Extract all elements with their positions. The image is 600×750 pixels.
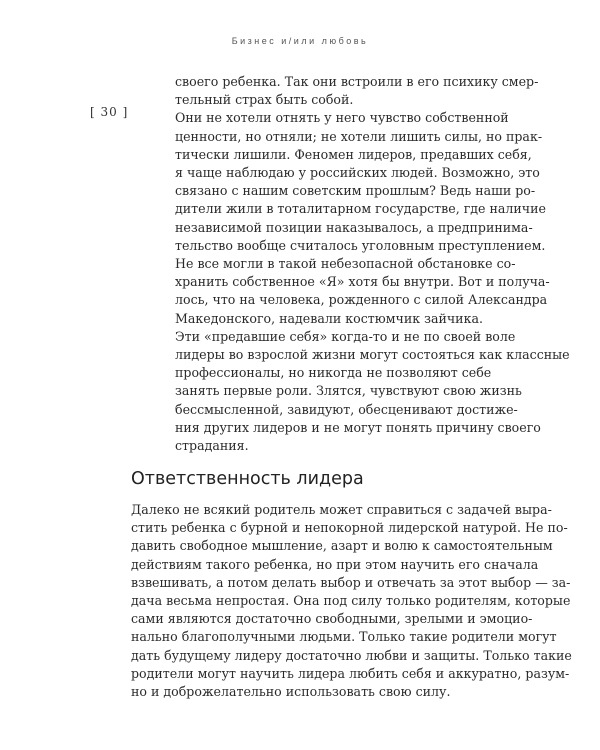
- section-heading: Ответственность лидера: [131, 468, 364, 489]
- running-head: Бизнес и/или любовь: [231, 36, 369, 46]
- body-text-section: [131, 501, 572, 701]
- text-line: дача весьма непростая. Она под силу только родителям, которые: [131, 593, 571, 609]
- text-line: независимой позиции наказывалось, а предпринима-: [175, 219, 533, 235]
- text-line: Они не хотели отнять у него чувство собственной: [175, 110, 509, 126]
- text-line: стить ребенка с бурной и непокорной лидерской натурой. Не по-: [131, 520, 568, 536]
- text-line: но и доброжелательно использовать свою силу.: [131, 684, 451, 700]
- text-line: лидеры во взрослой жизни могут состояться как классные: [175, 347, 570, 363]
- text-line: нально благополучными людьми. Только такие родители могут: [131, 629, 557, 645]
- text-line: давить свободное мышление, азарт и волю к самостоятельным: [131, 538, 553, 554]
- text-line: Не все могли в такой небезопасной обстановке со-: [175, 256, 516, 272]
- text-line: взвешивать, а потом делать выбор и отвечать за этот выбор — за-: [131, 574, 571, 590]
- text-line: Далеко не всякий родитель может справиться с задачей выра-: [131, 502, 552, 517]
- text-line: родители могут научить лидера любить себя и аккуратно, разум-: [131, 665, 570, 681]
- text-line: занять первые роли. Злятся, чувствуют свою жизнь: [175, 383, 522, 399]
- text-line: связано с нашим советским прошлым? Ведь наши ро-: [175, 183, 536, 199]
- text-line: лось, что на человека, рожденного с силой Александра: [175, 292, 548, 308]
- text-line: действиям такого ребенка, но при этом научить его сначала: [131, 556, 539, 572]
- text-line: ценности, но отняли; не хотели лишить силы, но прак-: [175, 128, 543, 144]
- text-line: хранить собственное «Я» хотя бы внутри. Вот и получа-: [175, 274, 550, 290]
- text-line: своего ребенка. Так они встроили в его психику смер-: [175, 74, 539, 89]
- text-line: дать будущему лидеру достаточно любви и защиты. Только такие: [131, 647, 572, 663]
- text-line: бессмысленной, завидуют, обесценивают достиже-: [175, 401, 518, 417]
- text-line: Эти «предавшие себя» когда-то и не по своей воле: [175, 328, 516, 344]
- text-line: страдания.: [175, 438, 249, 454]
- text-line: профессионалы, но никогда не позволяют себе: [175, 365, 492, 381]
- body-text-column: [175, 73, 570, 455]
- text-line: тельный страх быть собой.: [175, 92, 354, 108]
- text-line: Македонского, надевали костюмчик зайчика.: [175, 310, 483, 326]
- text-line: я чаще наблюдаю у российских людей. Возможно, это: [175, 165, 540, 181]
- text-line: дители жили в тоталитарном государстве, где наличие: [175, 201, 546, 217]
- text-line: тически лишили. Феномен лидеров, предавших себя,: [175, 146, 532, 162]
- text-line: тельство вообще считалось уголовным преступлением.: [175, 237, 546, 253]
- text-line: ния других лидеров и не могут понять причину своего: [175, 419, 541, 435]
- page-number: [ 30 ]: [90, 105, 129, 119]
- text-line: сами являются достаточно свободными, зрелыми и эмоцио-: [131, 611, 533, 627]
